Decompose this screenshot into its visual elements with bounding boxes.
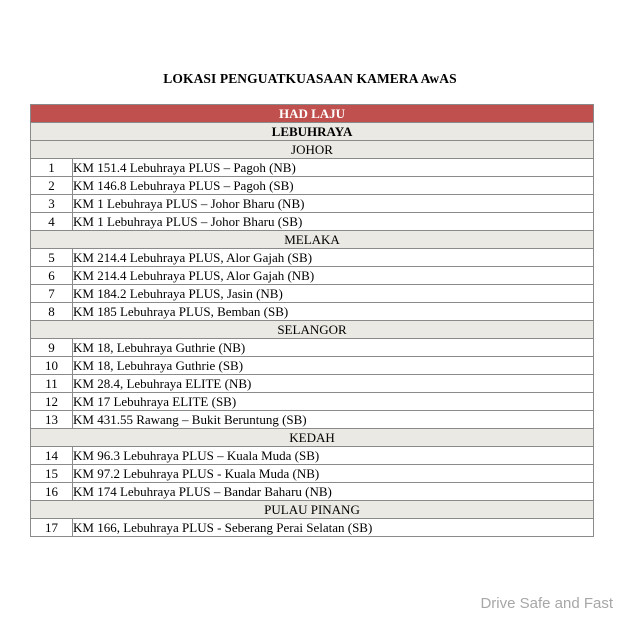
row-number: 5 (31, 249, 73, 267)
row-location: KM 146.8 Lebuhraya PLUS – Pagoh (SB) (73, 177, 594, 195)
row-location: KM 431.55 Rawang – Bukit Beruntung (SB) (73, 411, 594, 429)
row-location: KM 1 Lebuhraya PLUS – Johor Bharu (NB) (73, 195, 594, 213)
state-name: JOHOR (31, 141, 594, 159)
row-location: KM 1 Lebuhraya PLUS – Johor Bharu (SB) (73, 213, 594, 231)
row-location: KM 97.2 Lebuhraya PLUS - Kuala Muda (NB) (73, 465, 594, 483)
table-row (31, 519, 594, 537)
row-number: 14 (31, 447, 73, 465)
row-number: 17 (31, 519, 73, 537)
page-title: LOKASI PENGUATKUASAAN KAMERA AwAS (163, 71, 457, 86)
watermark: Drive Safe and Fast (480, 595, 613, 612)
row-location: KM 214.4 Lebuhraya PLUS, Alor Gajah (NB) (73, 267, 594, 285)
row-location: KM 18, Lebuhraya Guthrie (NB) (73, 339, 594, 357)
state-row (31, 231, 594, 249)
row-location: KM 185 Lebuhraya PLUS, Bemban (SB) (73, 303, 594, 321)
row-location: KM 17 Lebuhraya ELITE (SB) (73, 393, 594, 411)
state-name: PULAU PINANG (31, 501, 594, 519)
table-row (31, 285, 594, 303)
state-row (31, 321, 594, 339)
row-number: 9 (31, 339, 73, 357)
speed-limit-header: HAD LAJU (31, 105, 594, 123)
table-row (31, 249, 594, 267)
row-number: 16 (31, 483, 73, 501)
table-row (31, 177, 594, 195)
table-row (31, 339, 594, 357)
table-body (31, 105, 594, 537)
table-row (31, 159, 594, 177)
row-location: KM 166, Lebuhraya PLUS - Seberang Perai Selatan (SB) (73, 519, 594, 537)
row-number: 8 (31, 303, 73, 321)
state-row (31, 501, 594, 519)
table-row (31, 393, 594, 411)
row-number: 15 (31, 465, 73, 483)
row-location: KM 184.2 Lebuhraya PLUS, Jasin (NB) (73, 285, 594, 303)
table-row (31, 465, 594, 483)
table-row (31, 447, 594, 465)
table-row (31, 357, 594, 375)
row-number: 10 (31, 357, 73, 375)
state-row (31, 429, 594, 447)
row-location: KM 151.4 Lebuhraya PLUS – Pagoh (NB) (73, 159, 594, 177)
row-number: 1 (31, 159, 73, 177)
row-number: 12 (31, 393, 73, 411)
table-row (31, 483, 594, 501)
row-location: KM 174 Lebuhraya PLUS – Bandar Baharu (NB) (73, 483, 594, 501)
highway-subheader: LEBUHRAYA (31, 123, 594, 141)
row-location: KM 214.4 Lebuhraya PLUS, Alor Gajah (SB) (73, 249, 594, 267)
state-row (31, 141, 594, 159)
state-name: KEDAH (31, 429, 594, 447)
row-number: 13 (31, 411, 73, 429)
camera-location-table (30, 104, 594, 537)
table-row (31, 303, 594, 321)
state-name: SELANGOR (31, 321, 594, 339)
row-location: KM 28.4, Lebuhraya ELITE (NB) (73, 375, 594, 393)
state-name: MELAKA (31, 231, 594, 249)
row-number: 2 (31, 177, 73, 195)
row-number: 11 (31, 375, 73, 393)
table-row (31, 375, 594, 393)
row-number: 3 (31, 195, 73, 213)
table-subheader-row (31, 123, 594, 141)
row-location: KM 18, Lebuhraya Guthrie (SB) (73, 357, 594, 375)
row-number: 4 (31, 213, 73, 231)
table-header-row (31, 105, 594, 123)
row-number: 7 (31, 285, 73, 303)
row-number: 6 (31, 267, 73, 285)
table-row (31, 195, 594, 213)
row-location: KM 96.3 Lebuhraya PLUS – Kuala Muda (SB) (73, 447, 594, 465)
table-row (31, 411, 594, 429)
table-row (31, 267, 594, 285)
table-row (31, 213, 594, 231)
